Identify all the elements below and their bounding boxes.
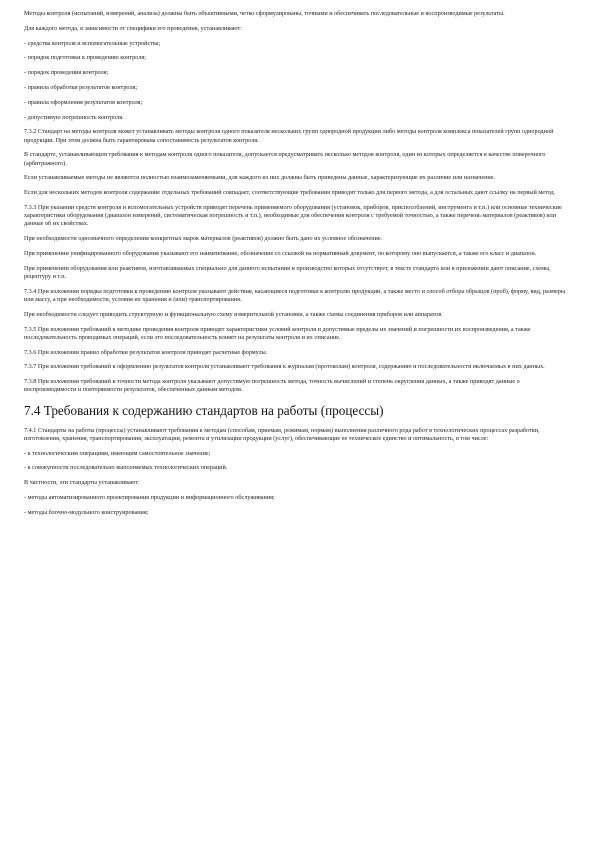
list-item: - допустимую погрешность контроля. — [24, 113, 124, 121]
list-item: - правила оформления результатов контроля; — [24, 98, 143, 106]
paragraph: 7.3.4 При изложении порядка подготовки к проведению контроля указывают действия, касающиеся подготовки к контролю продукции, а также место и способ отбора образцов (проб), форму, вид, размеры или массу, а при необходимости, условия их хранения и (или) транспортирования. — [24, 287, 566, 303]
section-heading: 7.4 Требования к содержанию стандартов на работы (процессы) — [24, 402, 384, 418]
paragraph: При применении унифицированного оборудования указывают его наименование, обозначение со ссылкой на нормативный документ, по которому оно выпускается, а также его класс и диапазон. — [24, 249, 537, 257]
paragraph: 7.3.2 Стандарт на методы контроля может устанавливать методы контроля одного показателя нескольких групп однородной продукции либо методы контроля комплекса показателей групп однородной продукции. При этом должна быть гарантирована сопоставимость результатов контроля. — [24, 128, 554, 144]
paragraph: 7.3.6 При изложении правил обработки результатов контроля приводят расчетные формулы. — [24, 348, 268, 356]
list-item: - к технологическим операциям, имеющим самостоятельное значение; — [24, 449, 211, 457]
list-item: - к совокупности последовательно выполняемых технологических операций. — [24, 464, 228, 472]
paragraph: В стандарте, устанавливающем требования к методам контроля одного показателя, допускается предусматривать несколько методов контроля, один из которых определяется в качестве поверочного (арбитражного). — [24, 151, 546, 167]
paragraph: Методы контроля (испытаний, измерений, анализа) должны быть объективными, четко сформулированы, точными и обеспечивать последовательные и воспроизводимые результаты. — [24, 10, 505, 17]
paragraph: 7.3.3 При указании средств контроля и вспомогательных устройств приводят перечень применяемого оборудования (установок, приборов, приспособлений, инструмента и т.п.) или основные технические характеристики оборудования (диапазон измерений, систематическая погрешность и т.п.), необходимые для обеспечения контроля с требуемой точностью, а также перечень материалов (реактивов) или данные об их свойствах. — [24, 203, 562, 228]
paragraph: Если устанавливаемые методы не являются полностью взаимозаменяемыми, для каждого из них должны быть приведены данные, характеризующие их различие или назначение. — [24, 174, 496, 182]
paragraph: В частности, эти стандарты устанавливают: — [24, 479, 140, 487]
paragraph: При применении оборудования или реактивов, изготавливаемых специально для данного испытания и производство которых отсутствует, в тексте стандарта или в приложении дают описание, схемы, рецептуру и т.п. — [24, 264, 551, 280]
list-item: - методы блочно-модульного конструирования; — [24, 508, 149, 516]
paragraph: 7.3.5 При изложении требований к методике проведения контроля приводят характеристики условий контроля и допустимые пределы их значений и погрешности их воспроизведения, а также последовательность проводимых операций, если это последовательность влияет на результаты контроля и их описание. — [24, 325, 531, 341]
paragraph: 7.4.1 Стандарты на работы (процессы) устанавливают требования к методам (способам, приемам, режимам, нормам) выполнения различного рода работ в технологических процессах разработки, изготовления, хранения, транспортирования, эксплуатации, ремонта и утилизации продукции (услуг), обеспечивающие ее техническое единство и оптимальность, в том числе: — [24, 426, 540, 442]
list-item: - методы автоматизированного проектирования продукции и информационного обслуживания; — [24, 493, 275, 501]
paragraph: 7.3.8 При изложении требований к точности метода контроля указывают допустимую погрешность метода, точность вычислений и степень округления данных, а также приводят данные о воспроизводимости и повторяемости результатов, обеспеченных данным методом. — [24, 378, 520, 394]
list-item: - порядок проведения контроля; — [24, 69, 109, 77]
paragraph: При необходимости однозначного определения конкретных марок материалов (реактивов) должно быть дано их условное обозначение. — [24, 235, 383, 243]
paragraph: Для каждого метода, в зависимости от специфики его проведения, устанавливают: — [24, 24, 242, 32]
paragraph: 7.3.7 При изложении требований к оформлению результатов контроля устанавливают требования к журналам (протоколам) контроля, содержанию и последовательности включаемых в них данных. — [24, 363, 545, 371]
list-item: - средства контроля и вспомогательные устройства; — [24, 39, 161, 47]
list-item: - порядок подготовки к проведению контроля; — [24, 54, 146, 62]
paragraph: При необходимости следует приводить структурную и функциональную схему измерительной установки, а также схемы соединения приборов или аппаратов. — [24, 310, 443, 318]
paragraph: Если для нескольких методов контроля содержание отдельных требований совпадает, соответствующие требования приводят только для первого метода, а для остальных дают ссылку на первый метод. — [24, 189, 556, 197]
list-item: - правила обработки результатов контроля; — [24, 83, 138, 91]
document-page — [24, 10, 572, 524]
